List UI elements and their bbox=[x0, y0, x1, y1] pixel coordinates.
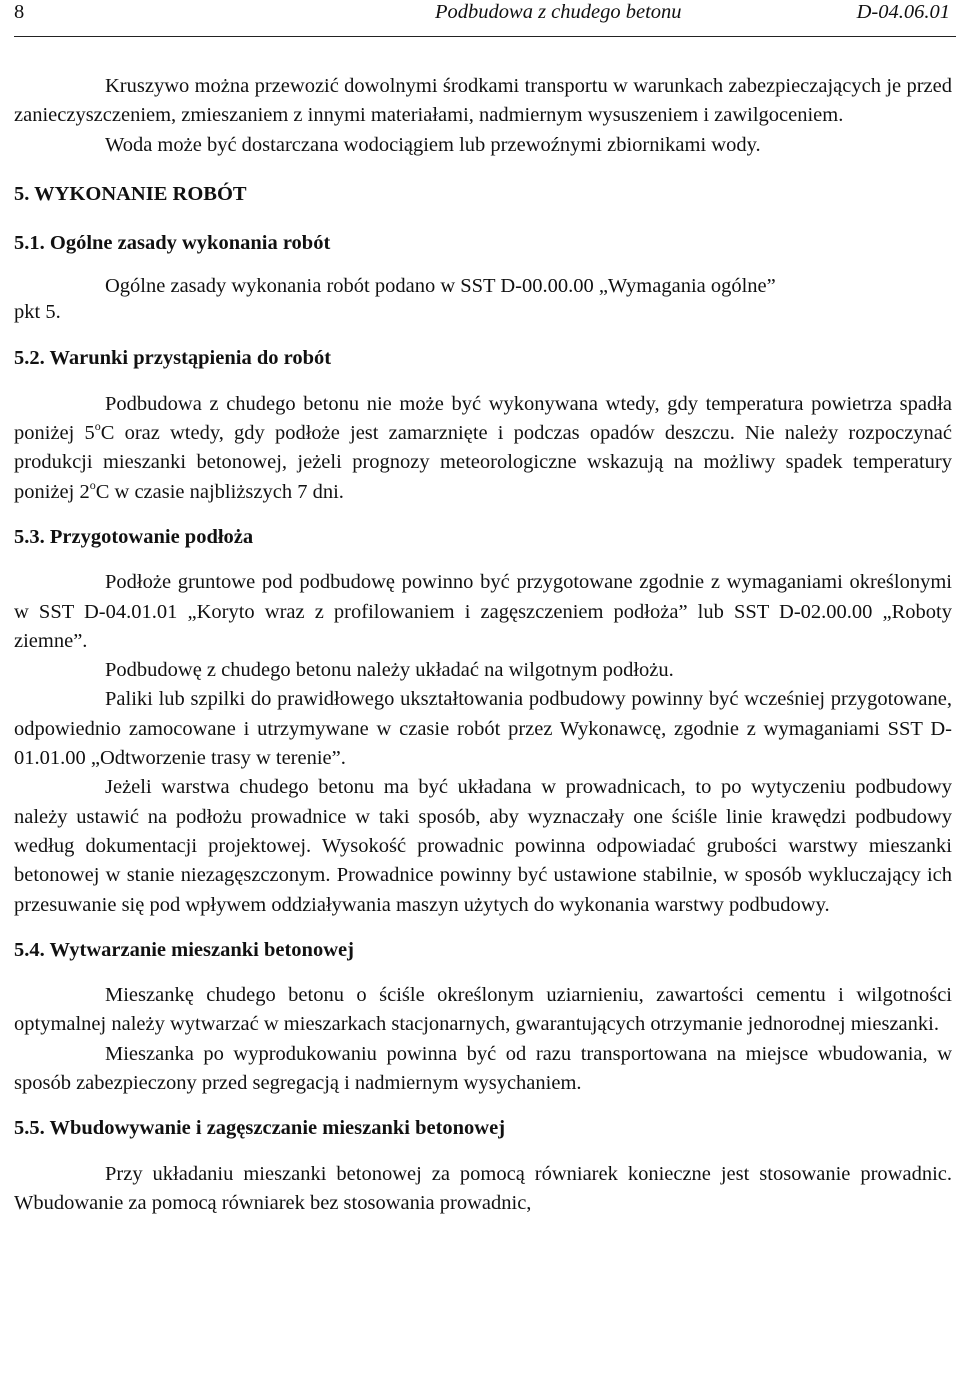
page-number: 8 bbox=[14, 1, 25, 23]
section-5-2-paragraph: Podbudowa z chudego betonu nie może być wykonywana wtedy, gdy temperatura powietrza spadła poniżej 5$^o$C oraz wtedy, gdy podłoże jest zamarznięte i podczas opadów deszczu. Nie należy rozpoczynać produkcji mieszanki betonowej, jeżeli prognozy meteorologiczne wskazują na możliwy spadek temperatury poniżej 2$^o$C w czasie najbliższych 7 dni. bbox=[14, 392, 952, 503]
document-body bbox=[14, 72, 952, 1218]
page-header bbox=[14, 0, 956, 37]
header-code: D-04.06.01 bbox=[856, 1, 950, 23]
section-5-3-paragraph-1: Podłoże gruntowe pod podbudowę powinno być przygotowane zgodnie z wymaganiami określonymi w SST D-04.01.01 „Koryto wraz z profilowaniem i zagęszczeniem podłoża” lub SST D-02.00.00 „Roboty ziemne”. bbox=[14, 571, 952, 652]
section-5-4-paragraph-2: Mieszanka po wyprodukowaniu powinna być od razu transportowana na miejsce wbudowania, w sposób zabezpieczony przed segregacją i nadmiernym wysychaniem. bbox=[14, 1042, 952, 1095]
header-title: Podbudowa z chudego betonu bbox=[435, 1, 682, 23]
intro-paragraph-2: Woda może być dostarczana wodociągiem lub przewoźnymi zbiornikami wody. bbox=[105, 133, 761, 156]
section-5-5-heading: 5.5. Wbudowywanie i zagęszczanie mieszanki betonowej bbox=[14, 1117, 506, 1140]
section-5-heading: 5. WYKONANIE ROBÓT bbox=[14, 182, 247, 205]
section-5-3-paragraph-2: Podbudowę z chudego betonu należy układać na wilgotnym podłożu. bbox=[105, 659, 674, 682]
section-5-3-heading: 5.3. Przygotowanie podłoża bbox=[14, 525, 254, 548]
section-5-3-paragraph-4: Jeżeli warstwa chudego betonu ma być układana w prowadnicach, to po wytyczeniu podbudowy należy ustawić na podłożu prowadnice w taki sposób, aby wyznaczały one ściśle linie krawędzi podbudowy według dokumentacji projektowej. Wysokość prowadnic powinna odpowiadać grubości warstwy mieszanki betonowej w stanie niezagęszczonym. Prowadnice powinny być ustawione stabilnie, w sposób wykluczający ich przesuwanie się pod wpływem oddziaływania maszyn użytych do wykonania warstwy podbudowy. bbox=[14, 776, 952, 916]
section-5-4-heading: 5.4. Wytwarzanie mieszanki betonowej bbox=[14, 938, 354, 961]
section-5-1-line-2: pkt 5. bbox=[14, 301, 61, 324]
section-5-1-heading: 5.1. Ogólne zasady wykonania robót bbox=[14, 232, 331, 255]
section-5-3-paragraph-3: Paliki lub szpilki do prawidłowego ukształtowania podbudowy powinny być wcześniej przygotowane, odpowiednio zamocowane i utrzymywane w czasie robót przez Wykonawcę, zgodnie z wymaganiami SST D-01.01.00 „Odtworzenie trasy w terenie”. bbox=[14, 688, 952, 770]
section-5-2-heading: 5.2. Warunki przystąpienia do robót bbox=[14, 347, 332, 370]
section-5-4-paragraph-1: Mieszankę chudego betonu o ściśle określonym uziarnieniu, zawartości cementu i wilgotności optymalnej należy wytwarzać w mieszarkach stacjonarnych, gwarantujących otrzymanie jednorodnej mieszanki. bbox=[14, 984, 952, 1036]
intro-paragraph-1: Kruszywo można przewozić dowolnymi środkami transportu w warunkach zabezpieczających je przed zanieczyszczeniem, zmieszaniem z innymi materiałami, nadmiernym wysuszeniem i zawilgoceniem. bbox=[14, 75, 952, 127]
section-5-1-text bbox=[14, 272, 952, 328]
section-5-1-line-1: Ogólne zasady wykonania robót podano w SST D-00.00.00 „Wymagania ogólne” bbox=[105, 275, 776, 298]
section-5-5-paragraph-1: Przy układaniu mieszanki betonowej za pomocą równiarek konieczne jest stosowanie prowadnic. Wbudowanie za pomocą równiarek bez stosowania prowadnic, bbox=[14, 1162, 952, 1214]
